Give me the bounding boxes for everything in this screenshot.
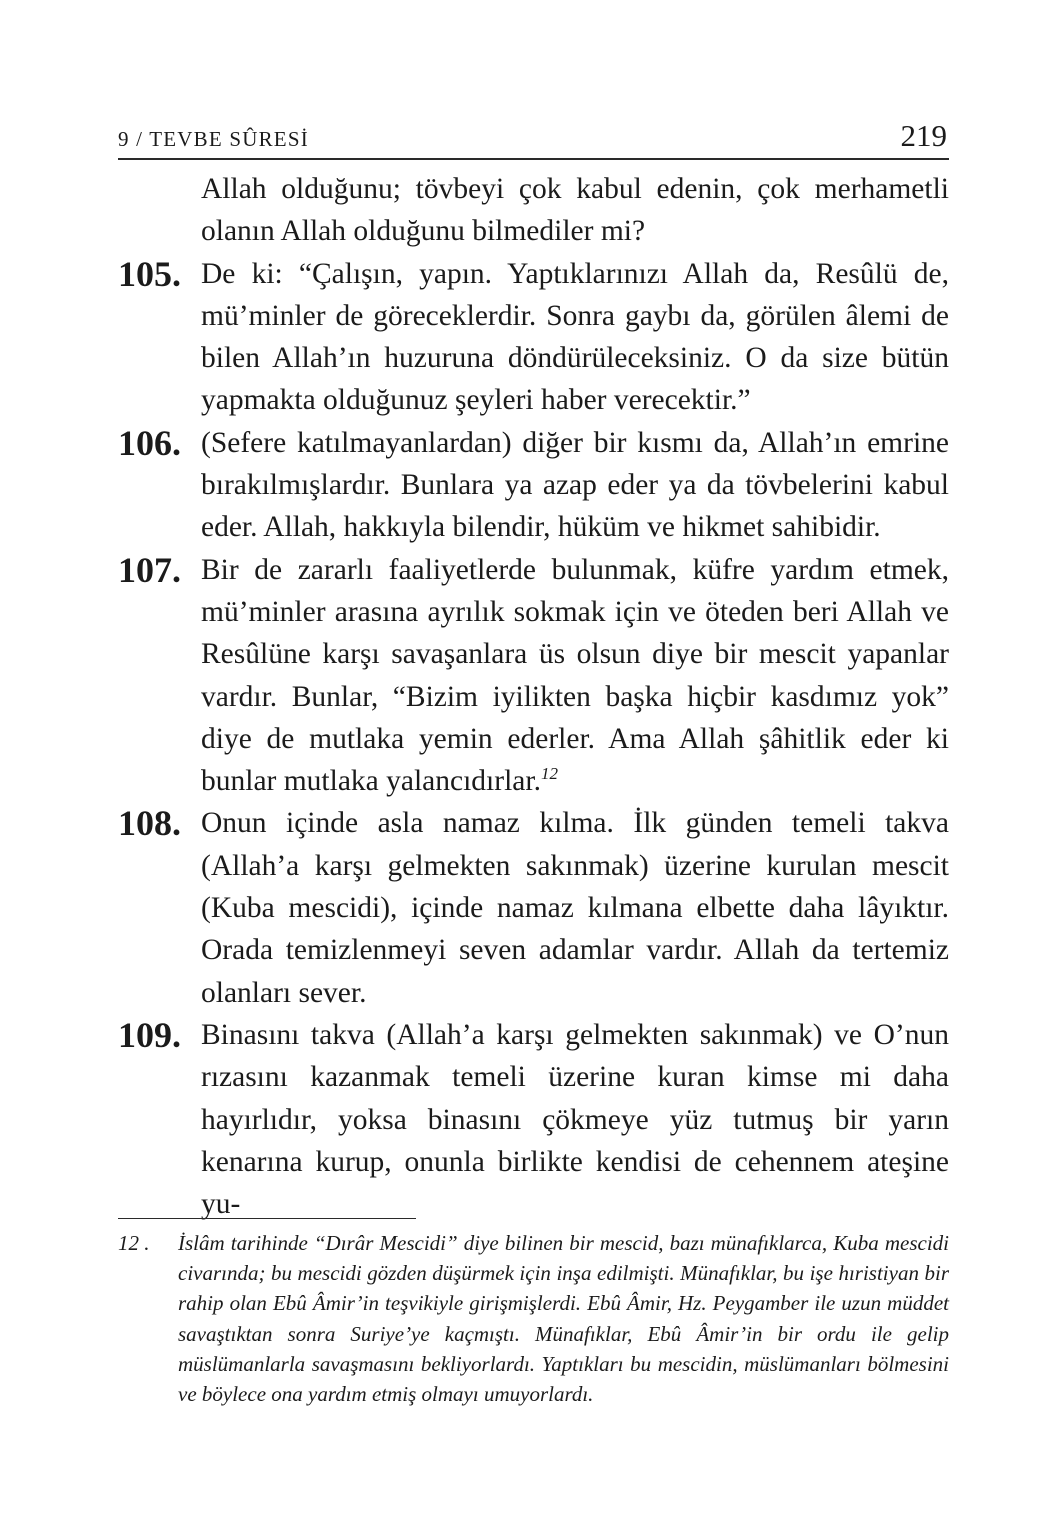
footnote bbox=[118, 1228, 949, 1409]
verse-number: 109. bbox=[118, 1014, 181, 1055]
footnote-divider bbox=[118, 1218, 416, 1219]
footnote-number: 12 . bbox=[118, 1231, 150, 1255]
running-title: 9 / TEVBE SÛRESİ bbox=[118, 127, 309, 151]
verse-text: Onun içinde asla namaz kılma. İlk günden temeli takva (Allah’a karşı gelmekten sakınmak) üzerine kurulan mescit (Kuba mescidi), içinde namaz kılmana elbette daha lâyıktır. Orada temizlenmeyi seven adamlar vardır. Allah da tertemiz olanları sever. bbox=[201, 807, 949, 1009]
verse-text: Bir de zararlı faaliyetlerde bulunmak, küfre yardım etmek, mü’minler arasına ayrılık sokmak için ve öteden beri Allah ve Resûlüne karşı savaşanlara üs olsun diye bir mescit yapanlar vardır. Bunlar, “Bizim iyilikten başka hiçbir kasdımız yok” diye de mutlaka yemin ederler. Ama Allah şâhitlik eder ki bunlar mutlaka yalancıdırlar. bbox=[201, 553, 949, 798]
verse-text: Binasını takva (Allah’a karşı gelmekten sakınmak) ve O’nun rızasını kazanmak temeli üzerine kuran kimse mi daha hayırlıdır, yoksa binasını çökmeye yüz tutmuş bir yarın kenarına kurup, onunla birlikte kendisi de cehennem ateşine yu- bbox=[201, 1018, 949, 1221]
verse-text: De ki: “Çalışın, yapın. Yaptıklarınızı Allah da, Resûlü de, mü’minler de göreceklerdir. Sonra gaybı da, görülen âlemi de bilen Allah’ın huzuruna döndürüleceksiniz. O da size bütün yapmakta olduğunuz şeyleri haber verecektir.” bbox=[201, 257, 949, 417]
verse-109 bbox=[118, 1014, 949, 1225]
footnote-reference[interactable]: 12 bbox=[540, 764, 558, 784]
verse-107 bbox=[118, 549, 949, 803]
verse-108 bbox=[118, 802, 949, 1013]
page-number: 219 bbox=[900, 118, 947, 153]
verse-105 bbox=[118, 253, 949, 422]
verse-106 bbox=[118, 422, 949, 549]
verse-number: 107. bbox=[118, 549, 181, 590]
page-header bbox=[118, 112, 949, 160]
verse-number: 108. bbox=[118, 803, 181, 844]
verse-text: (Sefere katılmayanlardan) diğer bir kısmı da, Allah’ın emrine bırakılmışlardır. Bunlara ya azap eder ya da tövbelerini kabul eder. Allah, hakkıyla bilendir, hüküm ve hikmet sahibidir. bbox=[201, 426, 949, 544]
footnote-text: İslâm tarihinde “Dırâr Mescidi” diye bilinen bir mescid, bazı münafıklarca, Kuba mescidi civarında; bu mescidi gözden düşürmek için inşa edilmişti. Münafıklar, bu işe hıristiyan bir rahip olan Ebû Âmir’in teşvikiyle girişmişlerdi. Ebû Âmir, Hz. Peygamber ile uzun müddet savaştıktan sonra Suriye’ye kaçmıştı. Münafıklar, Ebû Âmir’in bir ordu ile gelip müslümanlarla savaşmasını bekliyorlardı. Yaptıkları bu mescidin, müslümanları bölmesini ve böylece ona yardım etmiş olmayı umuyorlardı. bbox=[178, 1231, 949, 1407]
verse-text-body bbox=[118, 168, 949, 1225]
verse-number: 105. bbox=[118, 253, 181, 294]
verse-text: Allah olduğunu; tövbeyi çok kabul edenin, çok merhametli olanın Allah olduğunu bilmediler mi? bbox=[201, 173, 949, 248]
verse-number: 106. bbox=[118, 422, 181, 463]
verse-continuation bbox=[118, 168, 949, 253]
